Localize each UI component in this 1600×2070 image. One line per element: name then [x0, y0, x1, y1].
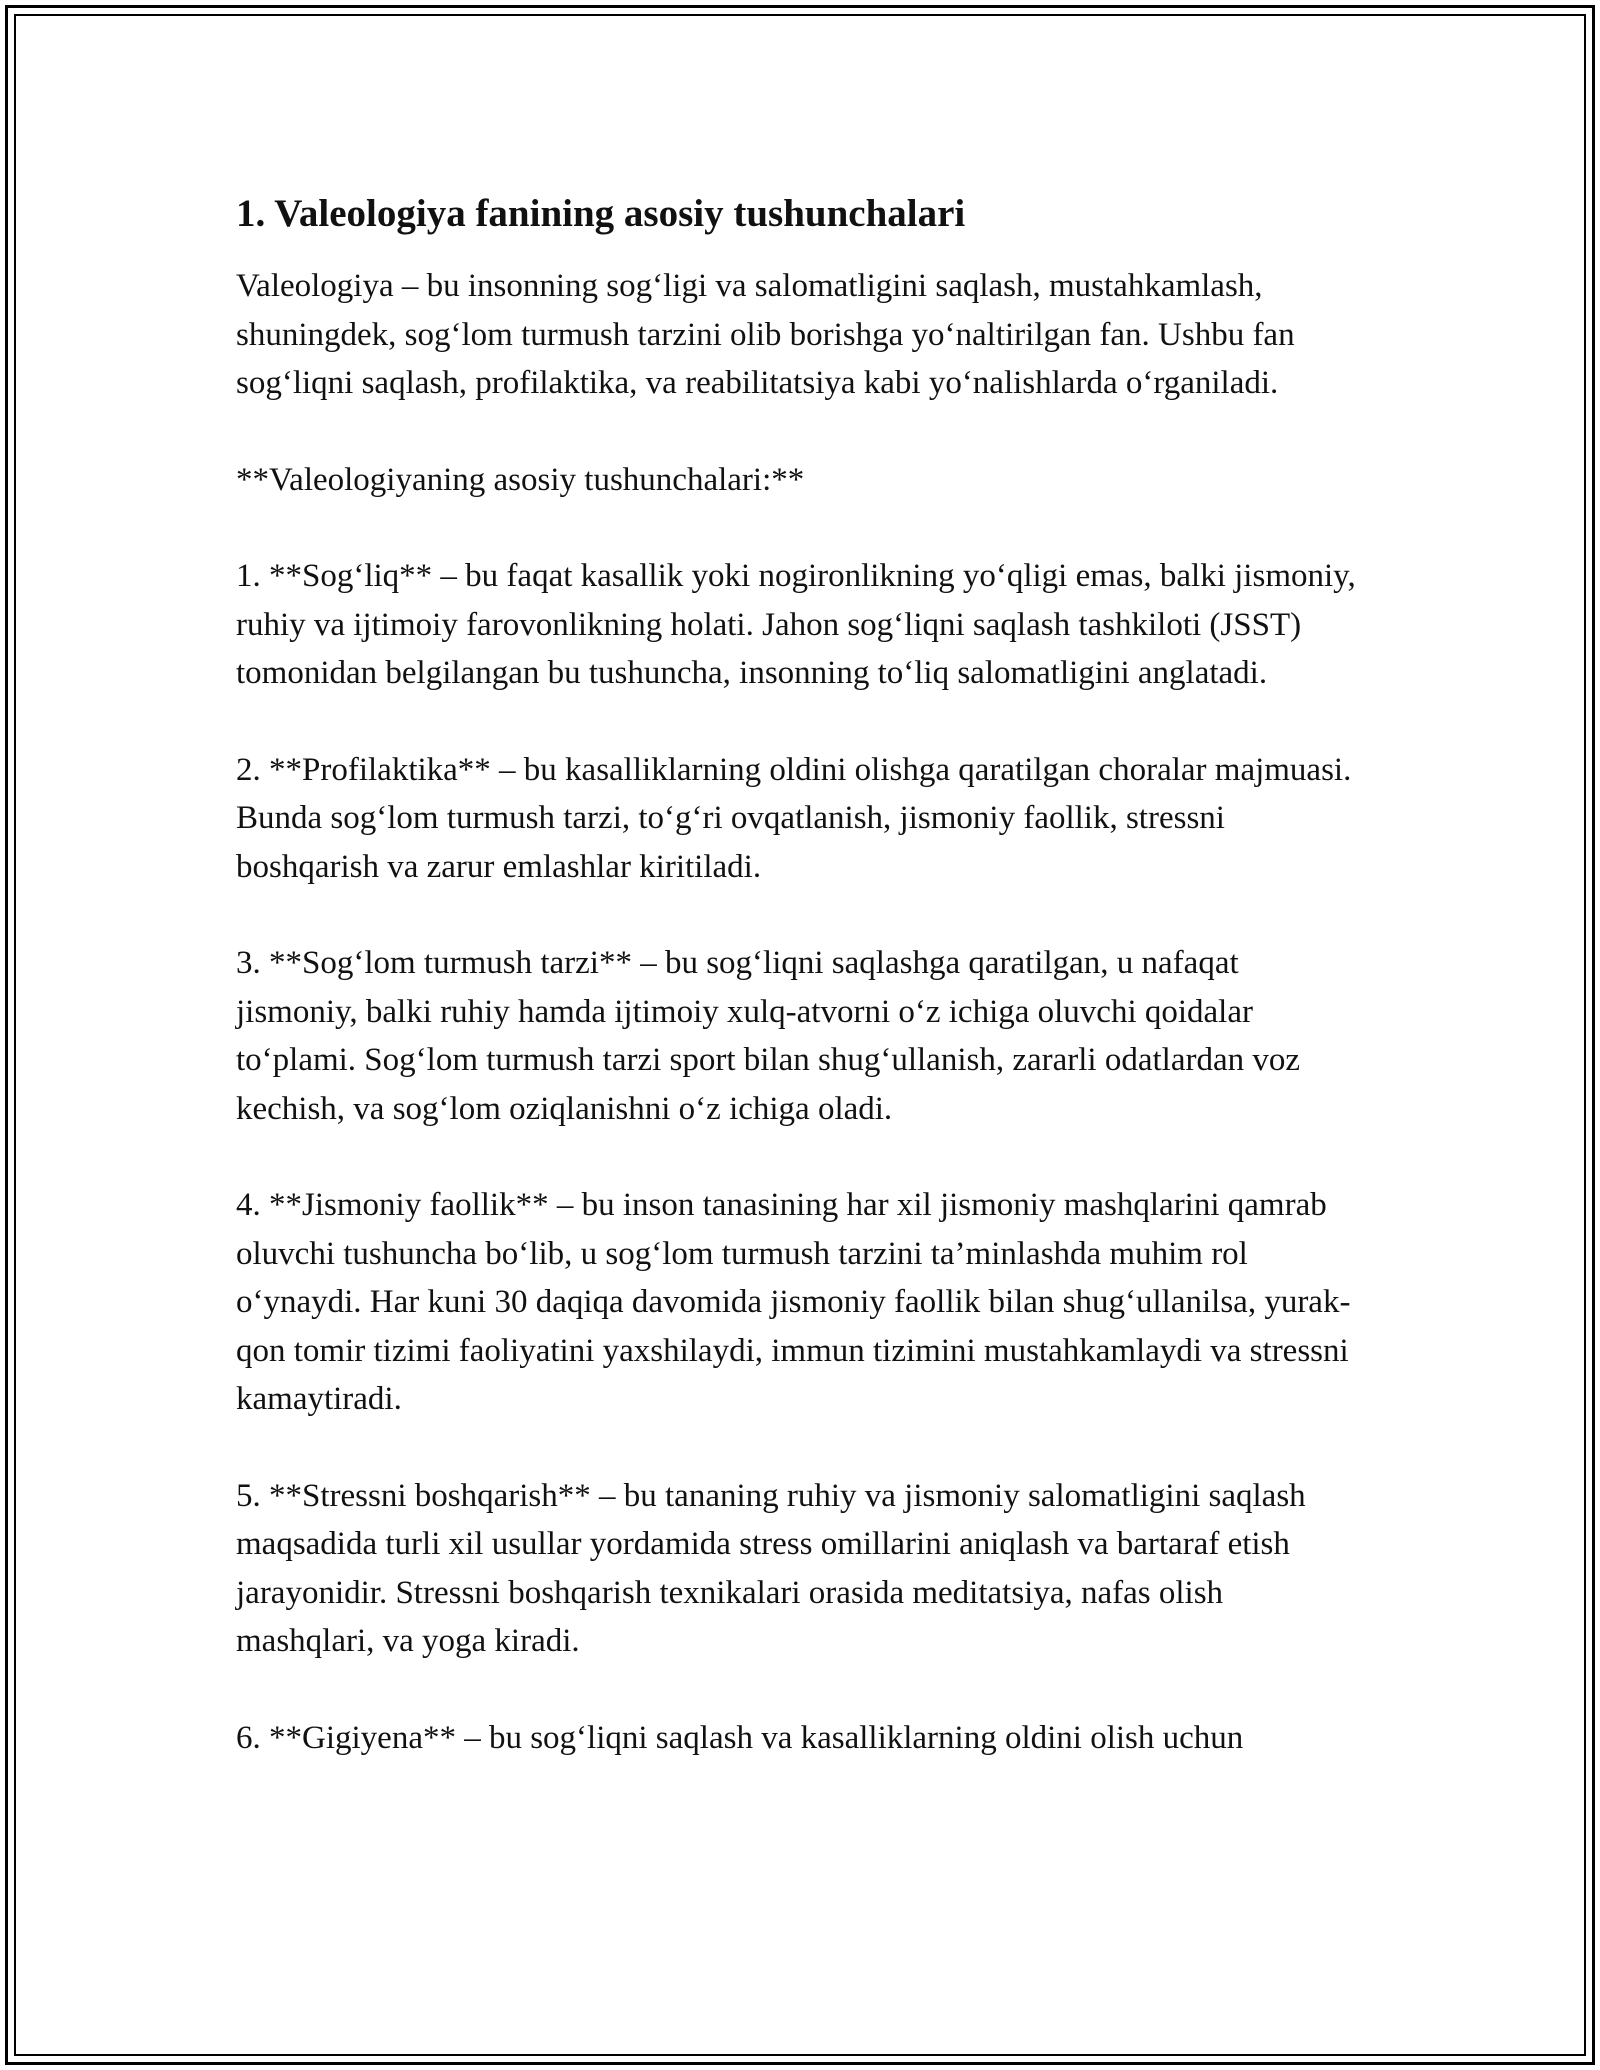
paragraph-item-6: 6. **Gigiyena** – bu sog‘liqni saqlash va kasalliklarning oldini olish uchun	[236, 1719, 1244, 1756]
document-page	[236, 186, 1366, 1810]
paragraph-item-4: 4. **Jismoniy faollik** – bu inson tanasining har xil jismoniy mashqlarini qamrab oluvchi tushuncha bo‘lib, u sog‘lom turmush tarzini ta’minlashda muhim rol o‘ynaydi. Har kuni 30 daqiqa davomida jismoniy faollik bilan shug‘ullanilsa, yurak-qon tomir tizimi faoliyatini yaxshilaydi, immun tizimini mustahkamlaydi va stressni kamaytiradi.	[236, 1187, 1351, 1417]
paragraph-item-5: 5. **Stressni boshqarish** – bu tananing ruhiy va jismoniy salomatligini saqlash maqsadida turli xil usullar yordamida stress omillarini aniqlash va bartaraf etish jarayonidir. Stressni boshqarish texnikalari orasida meditatsiya, nafas olish mashqlari, va yoga kiradi.	[236, 1477, 1306, 1659]
paragraph-item-1: 1. **Sog‘liq** – bu faqat kasallik yoki nogironlikning yo‘qligi emas, balki jismoniy, ruhiy va ijtimoiy farovonlikning holati. Jahon sog‘liqni saqlash tashkiloti (JSST) tomonidan belgilangan bu tushuncha, insonning to‘liq salomatligini anglatadi.	[236, 558, 1356, 691]
paragraph-intro: Valeologiya – bu insonning sog‘ligi va salomatligini saqlash, mustahkamlash, shuningdek, sog‘lom turmush tarzini olib borishga yo‘naltirilgan fan. Ushbu fan sog‘liqni saqlash, profilaktika, va reabilitatsiya kabi yo‘nalishlarda o‘rganiladi.	[236, 268, 1295, 401]
paragraph-item-3: 3. **Sog‘lom turmush tarzi** – bu sog‘liqni saqlashga qaratilgan, u nafaqat jismoniy, balki ruhiy hamda ijtimoiy xulq-atvorni o‘z ichiga oluvchi qoidalar to‘plami. Sog‘lom turmush tarzi sport bilan shug‘ullanish, zararli odatlardan voz kechish, va sog‘lom oziqlanishni o‘z ichiga oladi.	[236, 945, 1301, 1127]
paragraph-section-heading: **Valeologiyaning asosiy tushunchalari:**	[236, 461, 805, 498]
paragraph-item-2: 2. **Profilaktika** – bu kasalliklarning oldini olishga qaratilgan choralar majmuasi. Bunda sog‘lom turmush tarzi, to‘g‘ri ovqatlanish, jismoniy faollik, stressni boshqarish va zarur emlashlar kiritiladi.	[236, 751, 1352, 885]
document-title: 1. Valeologiya fanining asosiy tushunchalari	[236, 192, 966, 235]
